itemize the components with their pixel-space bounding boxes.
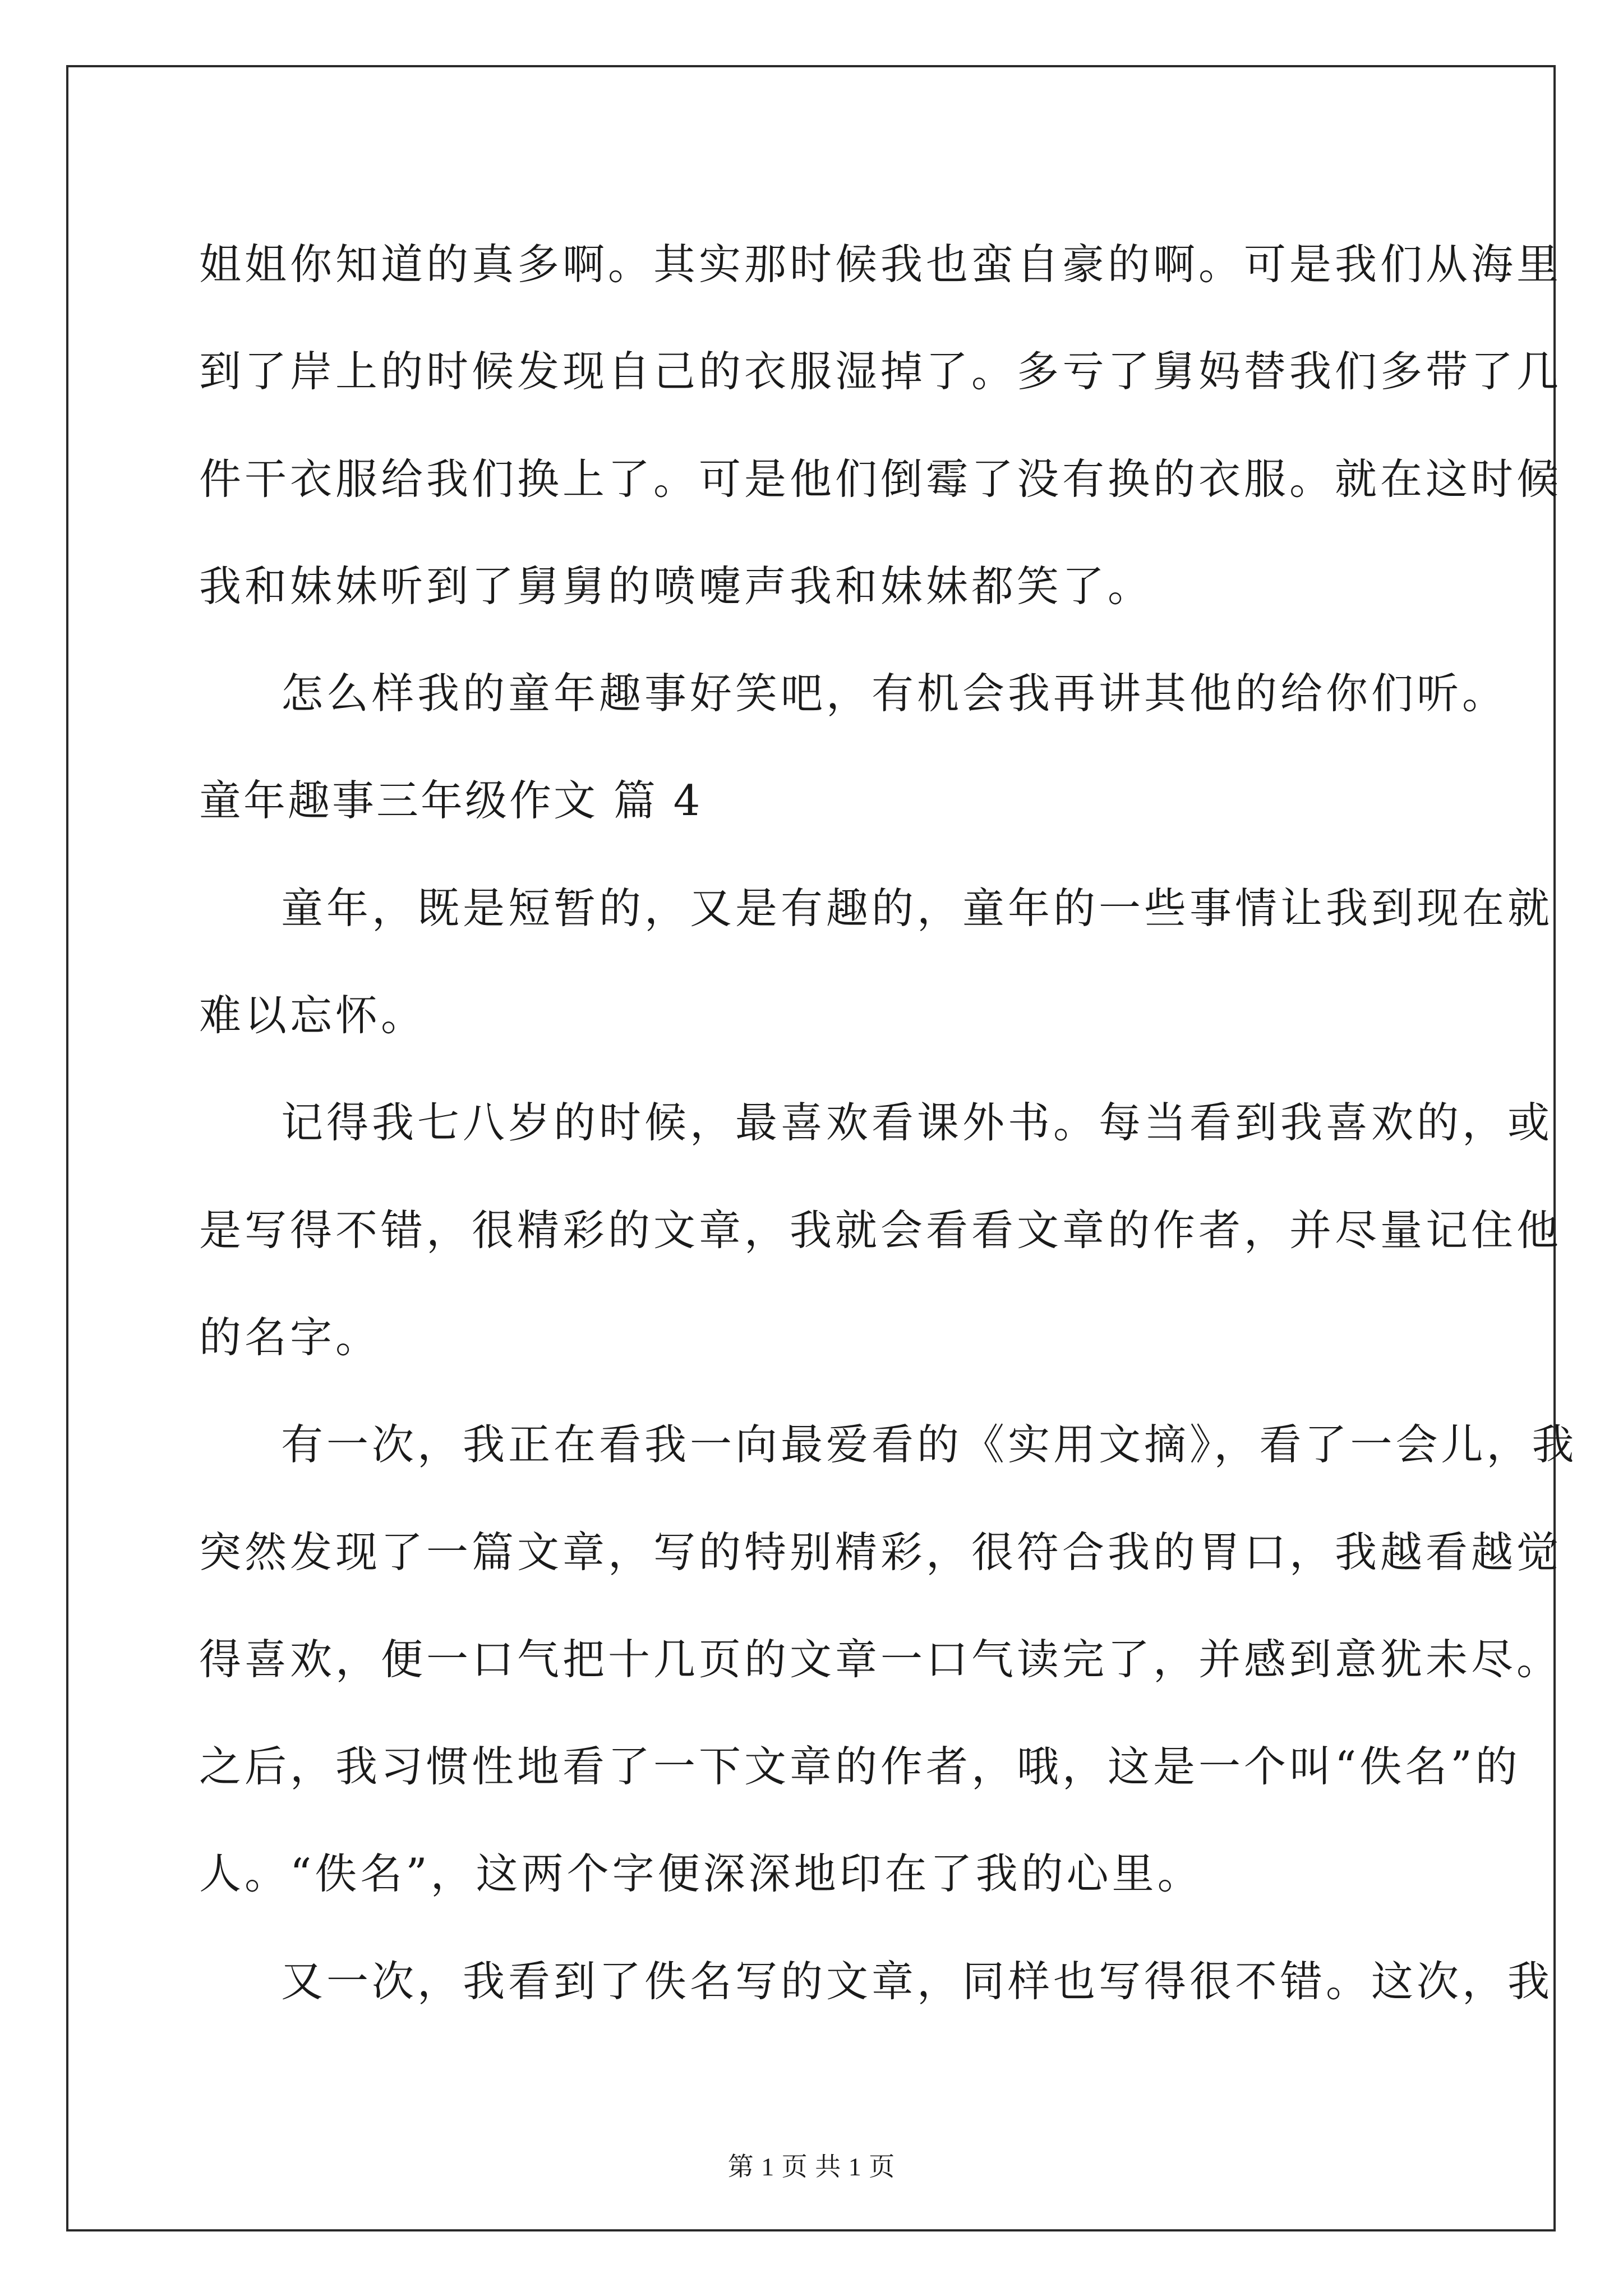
text-line: 是写得不错，很精彩的文章，我就会看看文章的作者，并尽量记住他 <box>199 1205 1562 1255</box>
text-line: 突然发现了一篇文章，写的特别精彩，很符合我的胃口，我越看越觉 <box>199 1527 1562 1577</box>
paragraph-first-line: 记得我七八岁的时候，最喜欢看课外书。每当看到我喜欢的，或 <box>281 1098 1553 1148</box>
text-line: 姐姐你知道的真多啊。其实那时候我也蛮自豪的啊。可是我们从海里 <box>199 240 1562 289</box>
text-line: 难以忘怀。 <box>199 991 427 1041</box>
text-line: 之后，我习惯性地看了一下文章的作者，哦，这是一个叫“佚名”的 <box>199 1742 1521 1792</box>
paragraph-first-line: 怎么样我的童年趣事好笑吧，有机会我再讲其他的给你们听。 <box>281 669 1508 719</box>
text-line: 件干衣服给我们换上了。可是他们倒霉了没有换的衣服。就在这时候 <box>199 454 1562 504</box>
paragraph-first-line: 有一次，我正在看我一向最爱看的《实用文摘》，看了一会儿，我 <box>281 1420 1578 1470</box>
article-body <box>199 211 1578 2035</box>
text-line: 到了岸上的时候发现自己的衣服湿掉了。多亏了舅妈替我们多带了几 <box>199 347 1562 397</box>
paragraph-first-line: 又一次，我看到了佚名写的文章，同样也写得很不错。这次，我 <box>281 1956 1553 2006</box>
text-line: 得喜欢，便一口气把十几页的文章一口气读完了，并感到意犹未尽。 <box>199 1634 1562 1684</box>
text-line: 的名字。 <box>199 1312 381 1362</box>
paragraph-first-line: 童年，既是短暂的，又是有趣的，童年的一些事情让我到现在就 <box>281 883 1553 933</box>
text-line: 人。“佚名”，这两个字便深深地印在了我的心里。 <box>199 1849 1203 1899</box>
text-line: 我和妹妹听到了舅舅的喷嚏声我和妹妹都笑了。 <box>199 561 1154 611</box>
section-heading: 童年趣事三年级作文 篇 4 <box>199 776 703 826</box>
page-footer: 第 1 页 共 1 页 <box>727 2152 896 2181</box>
